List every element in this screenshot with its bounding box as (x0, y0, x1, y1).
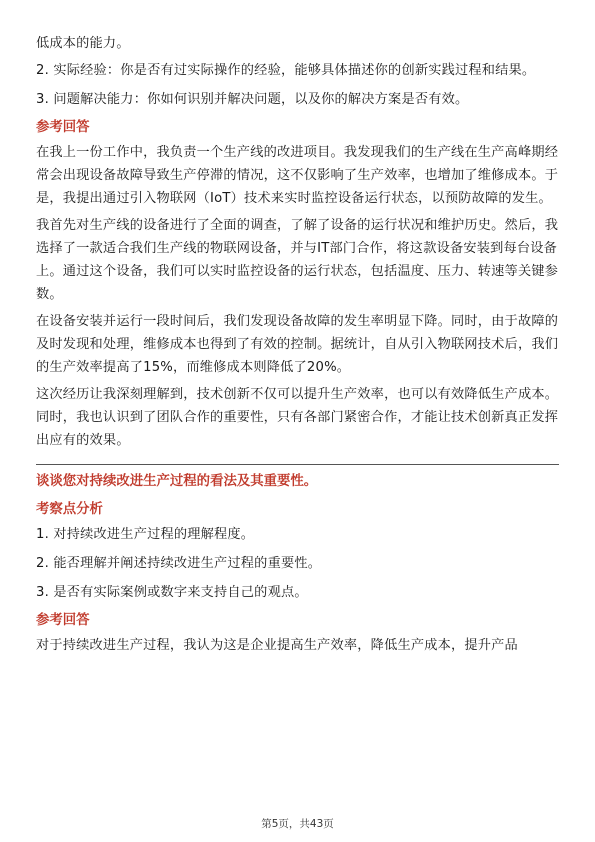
page-footer: 第5页，共43页 (261, 818, 334, 830)
analysis-heading: 考察点分析 (36, 502, 103, 517)
analysis-item: 2. 能否理解并阐述持续改进生产过程的重要性。 (36, 556, 322, 571)
page-content (36, 32, 559, 657)
answer-heading: 参考回答 (36, 120, 90, 135)
answer-heading-2: 参考回答 (36, 613, 90, 628)
analysis-item: 3. 是否有实际案例或数字来支持自己的观点。 (36, 585, 308, 600)
answer-paragraph: 我首先对生产线的设备进行了全面的调查，了解了设备的运行状况和维护历史。然后，我选择了一款适合我们生产线的物联网设备，并与IT部门合作，将这款设备安装到每台设备上。通过这个设备，我们可以实时监控设备的运行状态，包括温度、压力、转速等关键参数。 (36, 218, 559, 302)
answer-paragraph: 这次经历让我深刻理解到，技术创新不仅可以提升生产效率，也可以有效降低生产成本。同时，我也认识到了团队合作的重要性，只有各部门紧密合作，才能让技术创新真正发挥出应有的效果。 (36, 387, 559, 448)
question-title: 谈谈您对持续改进生产过程的看法及其重要性。 (36, 474, 318, 489)
criteria-item: 3. 问题解决能力：你如何识别并解决问题，以及你的解决方案是否有效。 (36, 92, 469, 107)
criteria-item: 2. 实际经验：你是否有过实际操作的经验，能够具体描述你的创新实践过程和结果。 (36, 63, 536, 78)
answer-paragraph: 在我上一份工作中，我负责一个生产线的改进项目。我发现我们的生产线在生产高峰期经常会出现设备故障导致生产停滞的情况，这不仅影响了生产效率，也增加了维修成本。于是，我提出通过引入物联网（IoT）技术来实时监控设备运行状态，以预防故障的发生。 (36, 145, 559, 206)
continued-text: 低成本的能力。 (36, 36, 130, 51)
analysis-item: 1. 对持续改进生产过程的理解程度。 (36, 527, 255, 542)
answer-paragraph: 在设备安装并运行一段时间后，我们发现设备故障的发生率明显下降。同时，由于故障的及时发现和处理，维修成本也得到了有效的控制。据统计，自从引入物联网技术后，我们的生产效率提高了15%，而维修成本则降低了20%。 (36, 314, 559, 375)
answer-paragraph-2: 对于持续改进生产过程，我认为这是企业提高生产效率，降低生产成本，提升产品 (36, 638, 518, 653)
section-divider (36, 464, 559, 465)
